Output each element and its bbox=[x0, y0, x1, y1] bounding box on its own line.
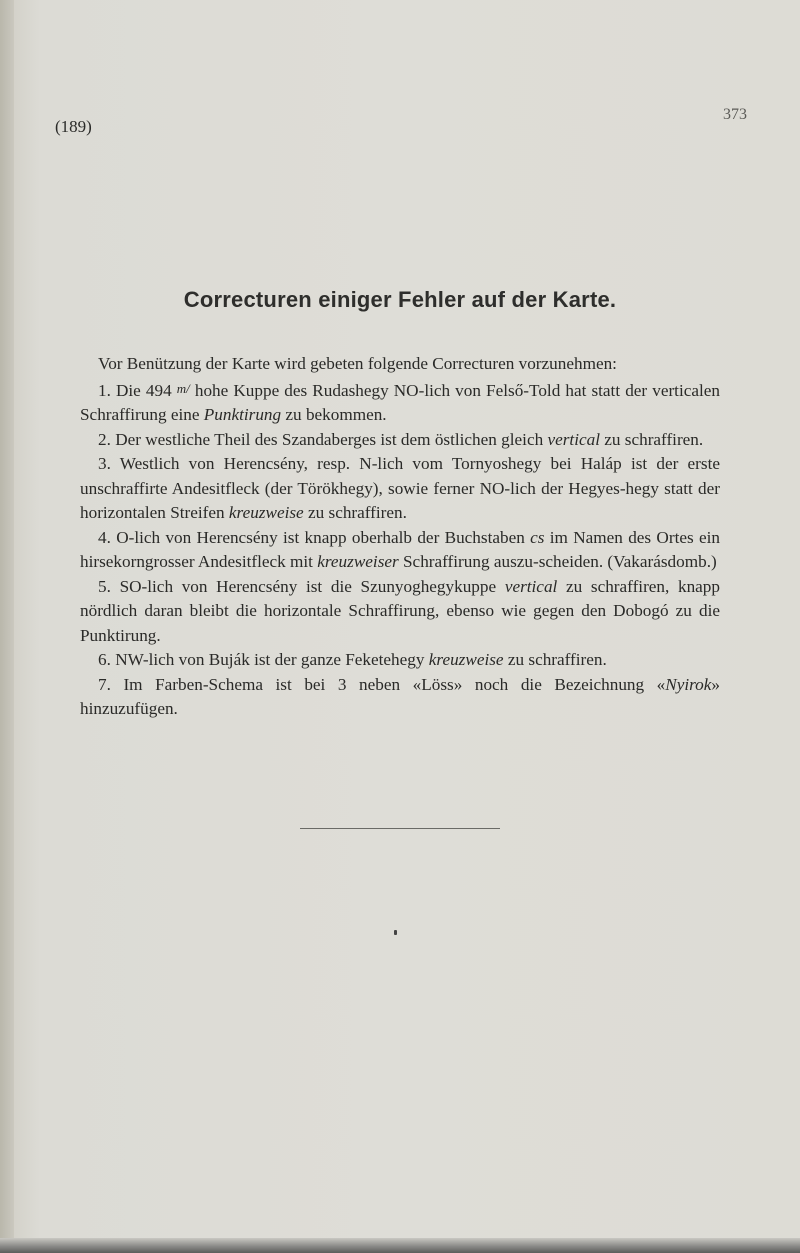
paragraph-4: 4. O-lich von Herencsény ist knapp oberhalb der Buchstaben cs im Namen des Ortes ein hirsekorngrosser Andesitfleck mit kreuzweiser Schraffirung auszu-scheiden. (Vakarásdomb.) bbox=[80, 527, 720, 571]
book-spine-shadow bbox=[0, 0, 14, 1253]
paragraph-7: 7. Im Farben-Schema ist bei 3 neben «Löss» noch die Bezeichnung «Nyirok» hinzuzufügen. bbox=[80, 674, 720, 718]
paragraph-intro: Vor Benützung der Karte wird gebeten folgende Correcturen vorzunehmen: bbox=[98, 354, 617, 373]
page-title: Correcturen einiger Fehler auf der Karte. bbox=[183, 287, 617, 312]
section-divider bbox=[300, 828, 500, 829]
paragraph-6: 6. NW-lich von Buják ist der ganze Feketehegy kreuzweise zu schraffiren. bbox=[98, 650, 607, 669]
ink-speck bbox=[394, 930, 397, 935]
page-number-left: (189) bbox=[55, 117, 92, 136]
page-number-right: 373 bbox=[723, 106, 747, 123]
paragraph-1: 1. Die 494 m/ hohe Kuppe des Rudashegy NO-lich von Felső-Told hat statt der verticalen Schraffirung eine Punktirung zu bekommen. bbox=[80, 380, 720, 424]
paragraph-3: 3. Westlich von Herencsény, resp. N-lich vom Tornyoshegy bei Haláp ist der erste unschraffirte Andesitfleck (der Törökhegy), sowie ferner NO-lich der Hegyes-hegy statt der horizontalen Streifen kreuzweise zu schraffiren. bbox=[80, 454, 720, 522]
paragraph-2: 2. Der westliche Theil des Szandaberges ist dem östlichen gleich vertical zu schraffiren. bbox=[98, 429, 704, 449]
page-bottom-edge bbox=[0, 1238, 800, 1253]
body-text bbox=[80, 352, 720, 722]
paragraph-5: 5. SO-lich von Herencsény ist die Szunyoghegykuppe vertical zu schraffiren, knapp nördlich daran bleibt die horizontale Schraffirung, ebenso wie gegen den Dobogó zu die Punktirung. bbox=[80, 576, 720, 645]
unit-meter: m/ bbox=[176, 380, 190, 396]
